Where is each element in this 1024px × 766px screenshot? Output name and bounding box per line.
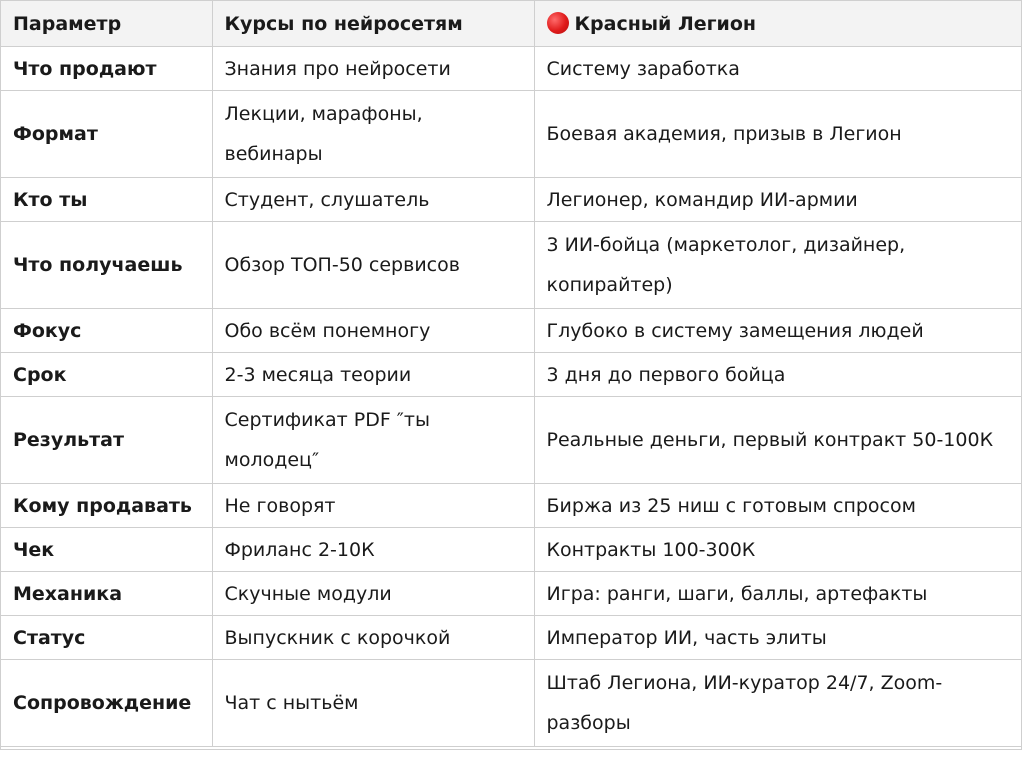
table-row <box>1 397 1021 484</box>
row-legion: Боевая академия, призыв в Легион <box>534 91 1021 178</box>
row-courses: Студент, слушатель <box>212 178 534 222</box>
row-legion: 3 ИИ-бойца (маркетолог, дизайнер, копирайтер) <box>534 222 1021 309</box>
row-legion: Систему заработка <box>534 47 1021 91</box>
row-parameter: Статус <box>1 616 212 660</box>
row-courses: Сертификат PDF ″ты молодец″ <box>212 397 534 484</box>
row-courses: Обзор ТОП-50 сервисов <box>212 222 534 309</box>
header-legion <box>534 1 1021 47</box>
table-row <box>1 660 1021 747</box>
row-parameter: Что получаешь <box>1 222 212 309</box>
row-courses: Обо всём понемногу <box>212 309 534 353</box>
row-parameter: Сопровождение <box>1 660 212 747</box>
red-circle-icon <box>547 12 569 34</box>
row-parameter: Фокус <box>1 309 212 353</box>
table-header-row <box>1 1 1021 47</box>
table-row <box>1 222 1021 309</box>
row-parameter: Кто ты <box>1 178 212 222</box>
row-parameter: Что продают <box>1 47 212 91</box>
table-row <box>1 47 1021 91</box>
table-row <box>1 616 1021 660</box>
comparison-table <box>1 1 1021 747</box>
header-courses: Курсы по нейросетям <box>212 1 534 47</box>
row-legion: Игра: ранги, шаги, баллы, артефакты <box>534 572 1021 616</box>
row-legion: Глубоко в систему замещения людей <box>534 309 1021 353</box>
row-legion: 3 дня до первого бойца <box>534 353 1021 397</box>
row-legion: Легионер, командир ИИ-армии <box>534 178 1021 222</box>
row-courses: Чат с нытьём <box>212 660 534 747</box>
row-parameter: Чек <box>1 528 212 572</box>
row-legion: Реальные деньги, первый контракт 50-100К <box>534 397 1021 484</box>
row-courses: 2-3 месяца теории <box>212 353 534 397</box>
row-courses: Фриланс 2-10К <box>212 528 534 572</box>
table-row <box>1 572 1021 616</box>
row-courses: Скучные модули <box>212 572 534 616</box>
row-parameter: Срок <box>1 353 212 397</box>
row-parameter: Результат <box>1 397 212 484</box>
row-courses: Лекции, марафоны, вебинары <box>212 91 534 178</box>
row-parameter: Кому продавать <box>1 484 212 528</box>
row-legion: Император ИИ, часть элиты <box>534 616 1021 660</box>
table-row <box>1 91 1021 178</box>
header-parameter: Параметр <box>1 1 212 47</box>
row-legion: Биржа из 25 ниш с готовым спросом <box>534 484 1021 528</box>
row-parameter: Механика <box>1 572 212 616</box>
row-legion: Контракты 100-300К <box>534 528 1021 572</box>
table-row <box>1 309 1021 353</box>
table-row <box>1 484 1021 528</box>
row-legion: Штаб Легиона, ИИ-куратор 24/7, Zoom-разборы <box>534 660 1021 747</box>
row-courses: Знания про нейросети <box>212 47 534 91</box>
header-legion-label: Красный Легион <box>574 12 757 35</box>
table-row <box>1 528 1021 572</box>
table-row <box>1 178 1021 222</box>
row-courses: Не говорят <box>212 484 534 528</box>
table-row <box>1 353 1021 397</box>
row-parameter: Формат <box>1 91 212 178</box>
row-courses: Выпускник с корочкой <box>212 616 534 660</box>
